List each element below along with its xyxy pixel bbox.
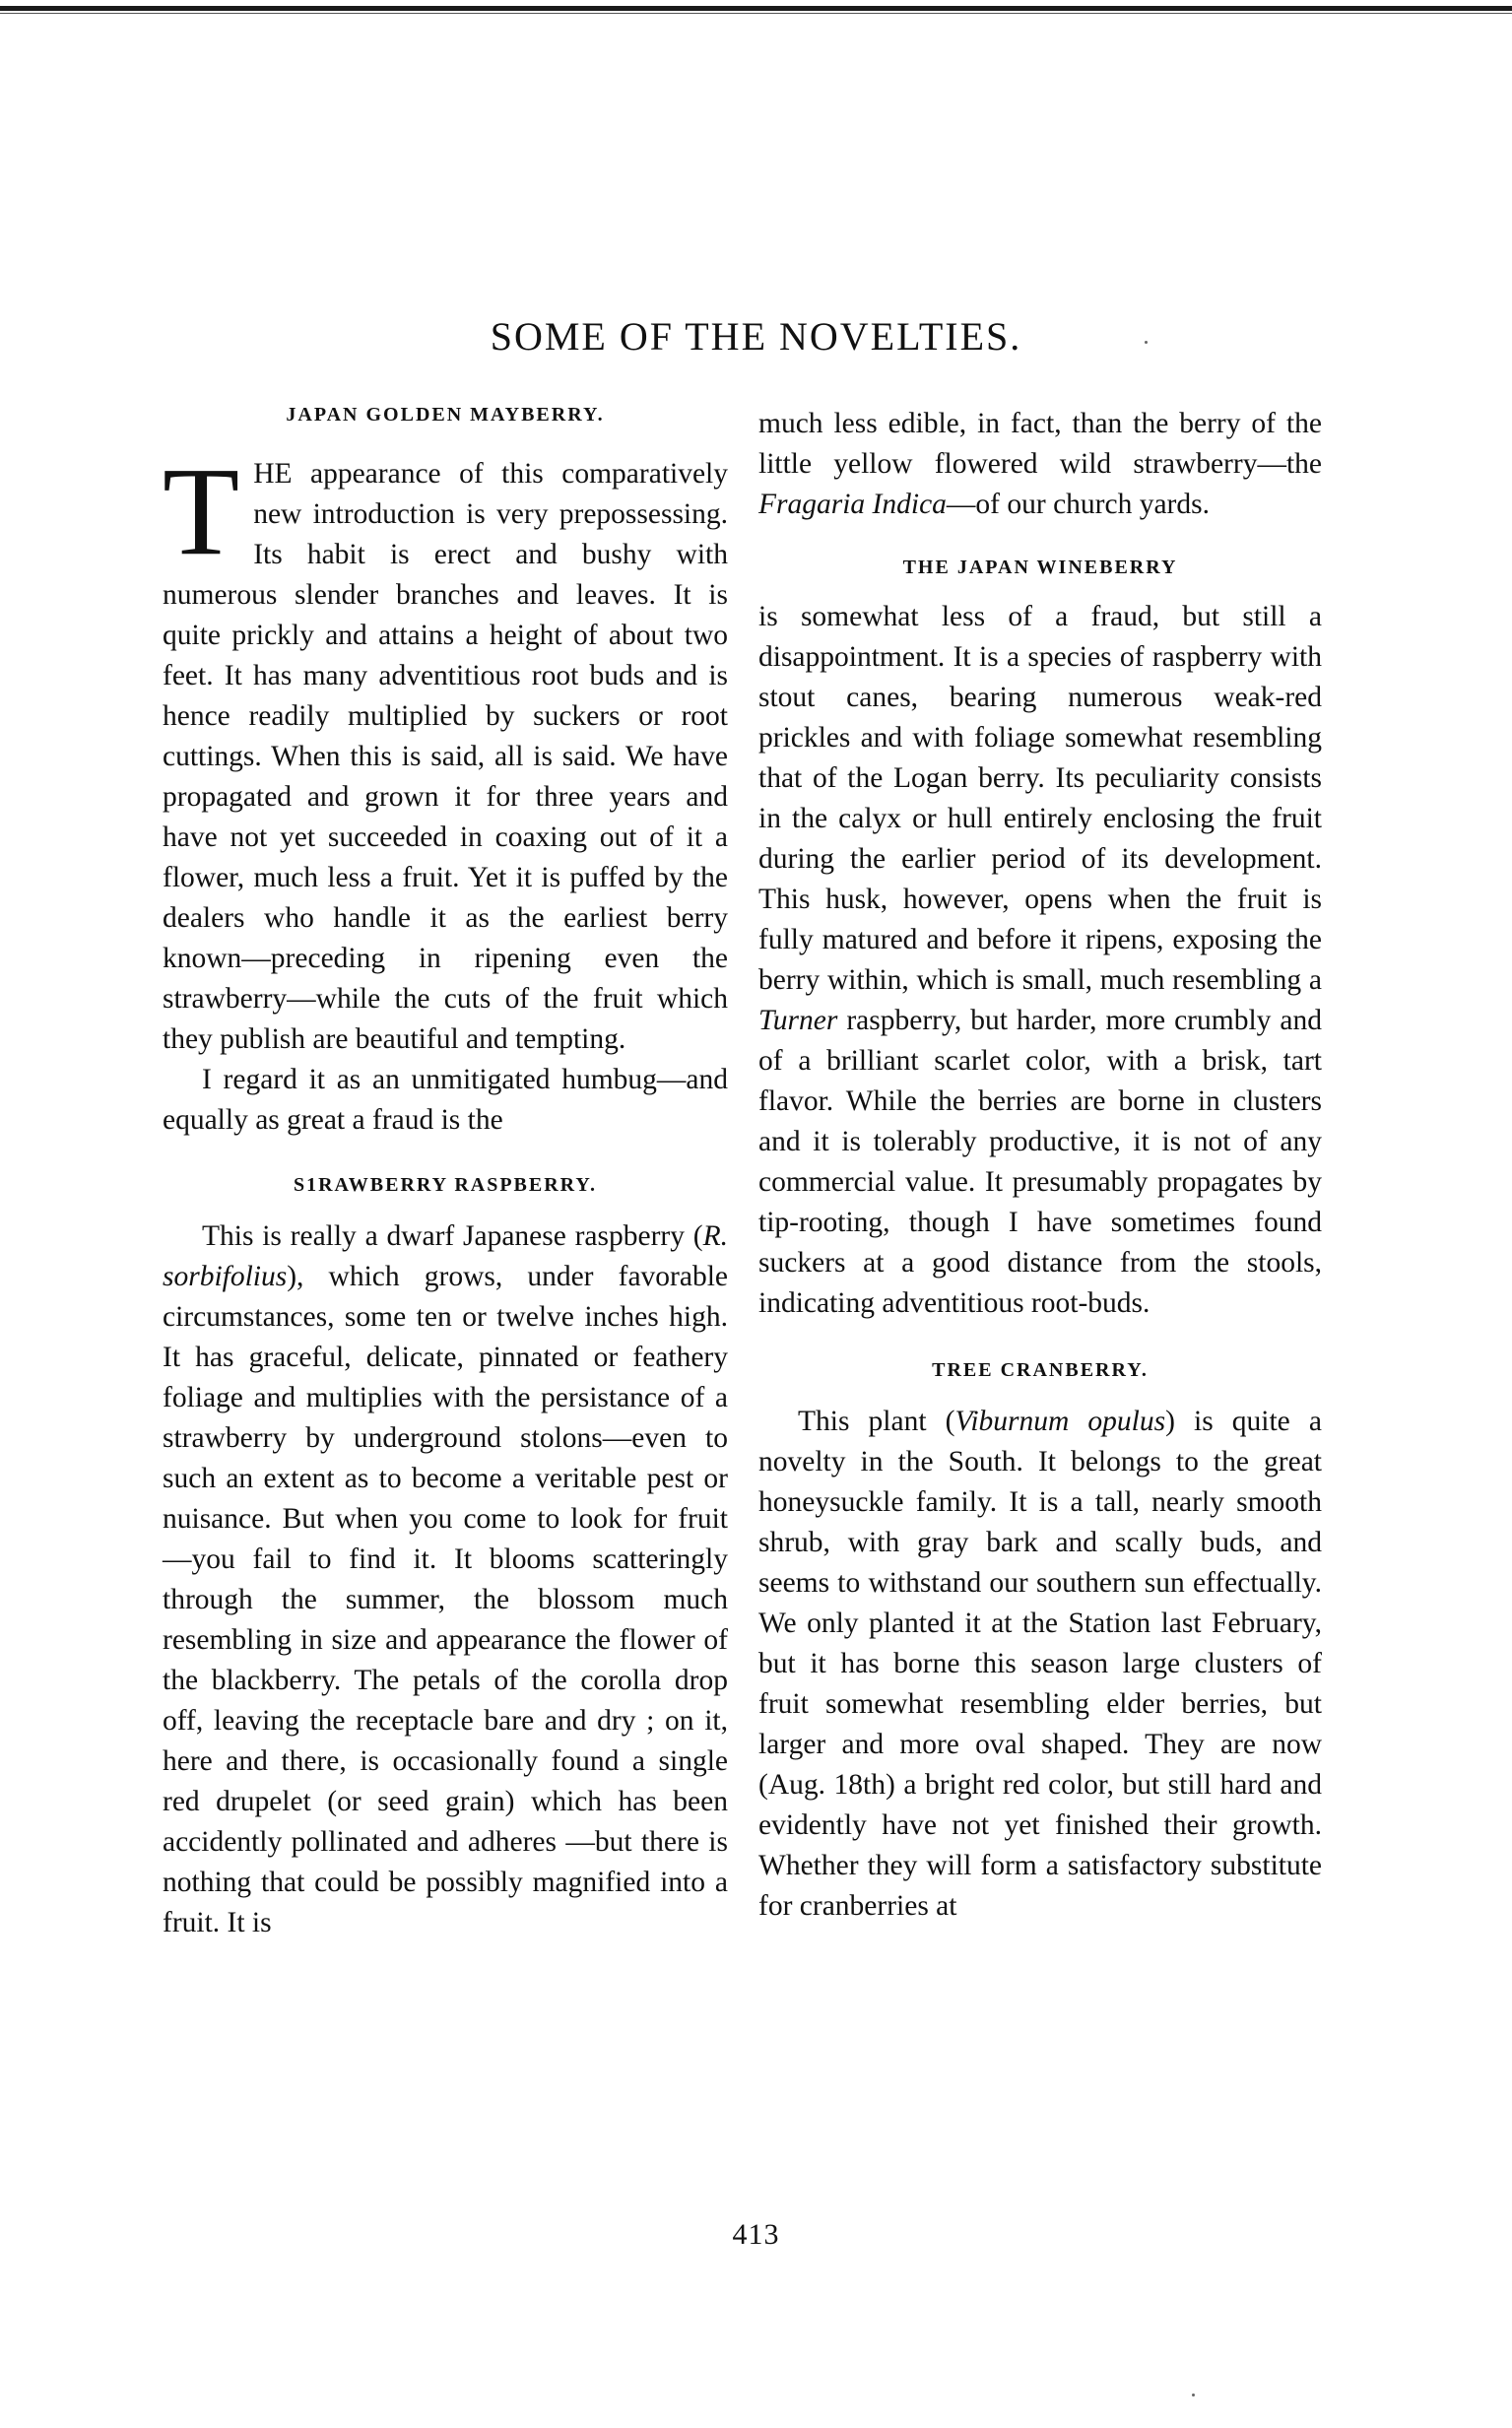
wb-variety-italic: Turner [758,1005,838,1036]
mayberry-paragraph-2: I regard it as an unmitigated humbug—and equally as great a fraud is the [163,1064,728,1136]
heading-tree-cranberry: TREE CRANBERRY. [932,1359,1149,1381]
cont-text-c: —of our church yards. [946,489,1210,520]
mayberry-paragraph-1 [163,441,728,1060]
page-number: 413 [732,2218,780,2251]
tree-cranberry-paragraph [758,1402,1322,1927]
mayberry-text-1: HE appearance of this comparatively new introduction is very prepossessing. Its habit is erect and bushy with numerous slender branches and leaves. It is quite prickly and attains a height of about two feet. It has many adventitious root buds and is hence readily multiplied by suckers or root cuttings. When this is said, all is said. We have propagated and grown it for three years and have not yet succeeded in coaxing out of it a flower, much less a fruit. Yet it is puffed by the dealers who handle it as the earliest berry known—preceding in ripening even the strawberry—while the cuts of the fruit which they publish are beautiful and tempting. [163,458,728,1055]
wineberry-paragraph [758,597,1322,1324]
heading-strawberry-raspberry: S1RAWBERRY RASPBERRY. [293,1174,598,1196]
tc-text-a: This plant ( [798,1406,955,1437]
speck-mark [1145,341,1148,344]
top-rule-thin [0,13,1512,14]
tc-text-c: ) is quite a novelty in the South. It belongs to the great honeysuckle family. It is a tall, nearly smooth shrub, with gray bark and scally buds, and seems to withstand our southern sun effectually. We only planted it at the Station last February, but it has borne this season large clusters of fruit somewhat resembling elder berries, but larger and more oval shaped. They are now (Aug. 18th) a bright red color, but still hard and evidently have not yet finished their growth. Whether they will form a satisfactory substitute for cranberries at [758,1406,1322,1922]
tc-species-italic: Viburnum opulus [954,1406,1166,1437]
cont-species-italic: Fragaria Indica [758,489,947,520]
strawberry-raspberry-paragraph [163,1216,728,1943]
right-column [758,404,1322,1927]
heading-japan-wineberry: THE JAPAN WINEBERRY [902,557,1178,578]
sr-species-italic: R. sorbifolius [163,1220,728,1292]
wb-text-c: raspberry, but harder, more crumbly and of a brilliant scarlet color, with a brisk, tart flavor. While the berries are borne in clusters and it is tolerably productive, it is not of any commercial value. It presumably propagates by tip-rooting, though I have sometimes found suckers at a good distance from the stools, indicating adventitious root-buds. [758,1005,1322,1319]
sr-text-a: This is really a dwarf Japanese raspberry ( [202,1220,703,1252]
left-column [163,404,728,1943]
top-rule [0,6,1512,11]
speck-mark [1192,2394,1195,2396]
drop-cap: T [163,441,240,581]
continuation-paragraph [758,404,1322,525]
wb-text-a: is somewhat less of a fraud, but still a disappointment. It is a species of raspberry with stout canes, bearing numerous weak-red prickles and with foliage somewhat resembling that of the Logan berry. Its peculiarity consists in the calyx or hull entirely enclosing the fruit during the earlier period of its development. This husk, however, opens when the fruit is fully matured and before it ripens, exposing the berry within, which is small, much resembling a [758,601,1322,996]
heading-japan-golden-mayberry: JAPAN GOLDEN MAYBERRY. [286,404,605,426]
page-title: SOME OF THE NOVELTIES. [490,314,1022,359]
cont-text-a: much less edible, in fact, than the berry of the little yellow flowered wild strawberry—the [758,408,1322,480]
sr-text-c: ), which grows, under favorable circumstances, some ten or twelve inches high. It has graceful, delicate, pinnated or feathery foliage and multiplies with the persistance of a strawberry by underground stolons—even to such an extent as to become a veritable pest or nuisance. But when you come to look for fruit—you fail to find it. It blooms scatteringly through the summer, the blossom much resembling in size and appearance the flower of the blackberry. The petals of the corolla drop off, leaving the receptacle bare and dry ; on it, here and there, is occasionally found a single red drupelet (or seed grain) which has been accidently pollinated and adheres —but there is nothing that could be possibly magnified into a fruit. It is [163,1261,728,1938]
